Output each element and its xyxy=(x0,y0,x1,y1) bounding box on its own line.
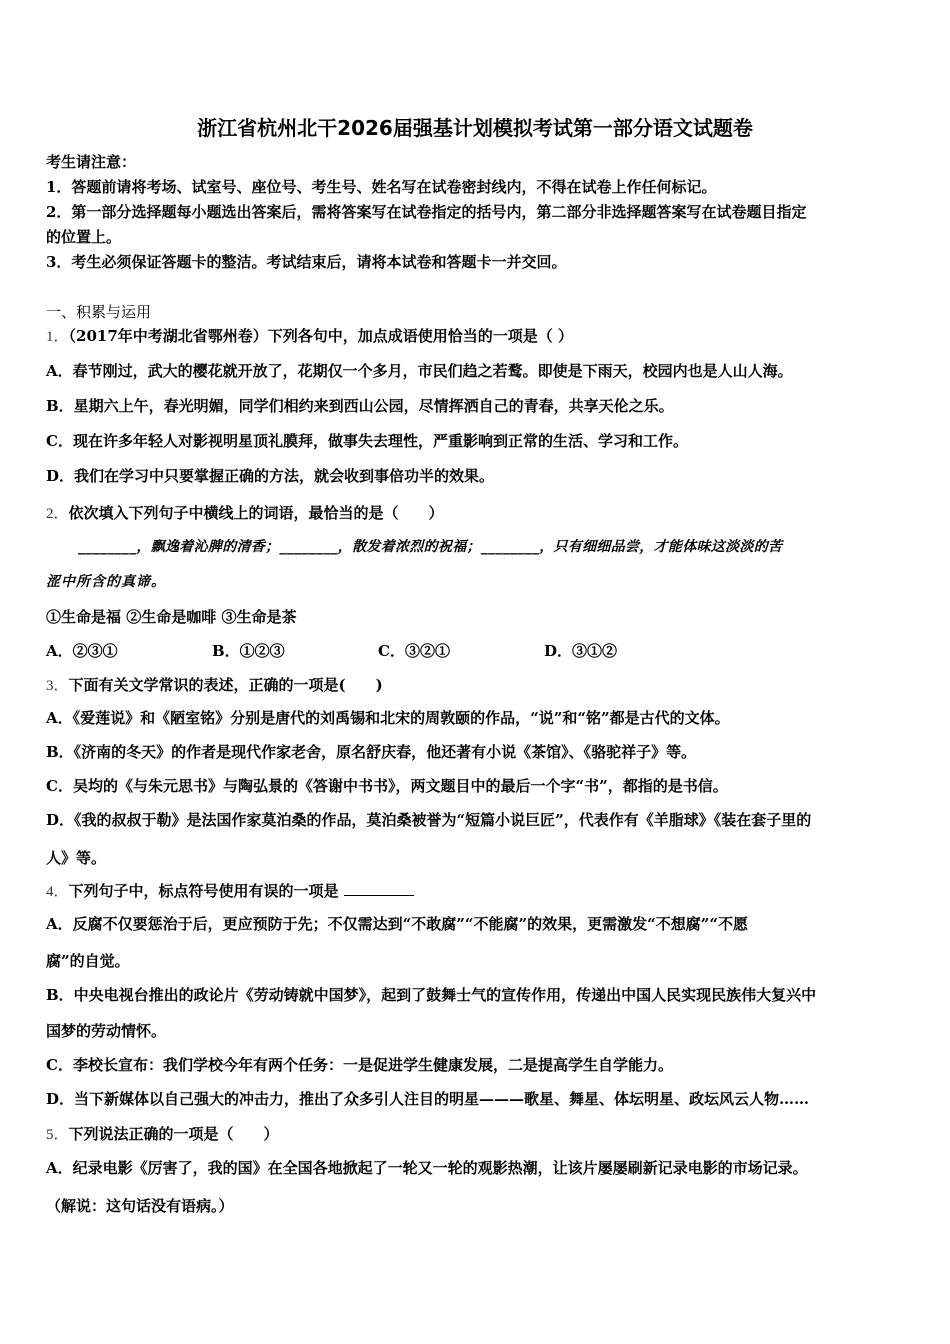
question-1 xyxy=(46,326,908,347)
question-2 xyxy=(46,503,908,524)
notice-item: 的位置上。 xyxy=(46,228,122,246)
q3-option-c: C．吴均的《与朱元思书》与陶弘景的《答谢中书书》，两文题目中的最后一个字“书”，都指的是书信。 xyxy=(46,777,728,795)
section-heading: 一、积累与运用 xyxy=(46,303,152,321)
q5-option-a: A．纪录电影《厉害了，我的国》在全国各地掀起了一轮又一轮的观影热潮，让该片屡屡刷新记录电影的市场记录。 xyxy=(46,1159,808,1177)
question-stem: 下列说法正确的一项是（ ） xyxy=(68,1125,279,1143)
q5-explanation: （解说：这句话没有语病。） xyxy=(46,1197,234,1215)
q4-option-b: B．中央电视台推出的政论片《劳动铸就中国梦》，起到了鼓舞士气的宣传作用，传递出中国人民实现民族伟大复兴中 xyxy=(46,986,817,1004)
question-number: 1． xyxy=(46,329,69,345)
question-number: 5． xyxy=(46,1127,69,1143)
notice-item: 1．答题前请将考场、试室号、座位号、考生号、姓名写在试卷密封线内，不得在试卷上作任何标记。 xyxy=(46,178,717,196)
q2-choices: ①生命是福 ②生命是咖啡 ③生命是茶 xyxy=(46,608,297,626)
q3-option-b: B．《济南的冬天》的作者是现代作家老舍，原名舒庆春，他还著有小说《茶馆》、《骆驼祥子》等。 xyxy=(46,743,697,761)
question-5 xyxy=(46,1124,908,1145)
question-number: 3． xyxy=(46,678,69,694)
q2-options xyxy=(46,641,908,661)
q1-option-d: D．我们在学习中只要掌握正确的方法，就会收到事倍功半的效果。 xyxy=(46,467,495,485)
q4-option-b-cont: 国梦的劳动情怀。 xyxy=(46,1022,167,1040)
q1-option-b: B．星期六上午，春光明媚，同学们相约来到西山公园，尽情挥洒自己的青春，共享天伦之乐。 xyxy=(46,397,674,415)
question-number: 2． xyxy=(46,506,69,522)
q3-option-d-cont: 人》等。 xyxy=(46,849,107,867)
q2-option-b: B．①②③ xyxy=(212,642,285,660)
answer-blank xyxy=(344,881,414,896)
notice-header: 考生请注意： xyxy=(46,153,137,171)
q4-option-c: C．李校长宣布：我们学校今年有两个任务：一是促进学生健康发展，二是提高学生自学能力。 xyxy=(46,1056,673,1074)
notice-item: 3．考生必须保证答题卡的整洁。考试结束后，请将本试卷和答题卡一并交回。 xyxy=(46,253,567,271)
q2-passage-line: 涩中所含的真谛。 xyxy=(46,574,166,590)
notice-item: 2．第一部分选择题每小题选出答案后，需将答案写在试卷指定的括号内，第二部分非选择题答案写在试卷题目指定 xyxy=(46,203,807,221)
q2-option-a: A．②③① xyxy=(46,642,118,660)
q4-option-a-cont: 腐”的自觉。 xyxy=(46,952,130,970)
q1-option-a: A．春节刚过，武大的樱花就开放了，花期仅一个多月，市民们趋之若鹜。即使是下雨天，校园内也是人山人海。 xyxy=(46,362,793,380)
question-3 xyxy=(46,675,908,696)
page-title: 浙江省杭州北干2026届强基计划模拟考试第一部分语文试题卷 xyxy=(197,116,753,140)
question-stem: 下面有关文学常识的表述，正确的一项是( ) xyxy=(68,676,383,694)
q4-option-a: A．反腐不仅要惩治于后，更应预防于先；不仅需达到“不敢腐”“不能腐”的效果，更需激发“不想腐”“不愿 xyxy=(46,915,749,933)
q4-option-d: D．当下新媒体以自己强大的冲击力，推出了众多引人注目的明星———歌星、舞星、体坛明星、政坛风云人物…… xyxy=(46,1090,810,1108)
question-4 xyxy=(46,881,908,902)
q1-option-c: C．现在许多年轻人对影视明星顶礼膜拜，做事失去理性，严重影响到正常的生活、学习和工作。 xyxy=(46,432,688,450)
q2-option-c: C．③②① xyxy=(378,642,450,660)
question-number: 4． xyxy=(46,884,69,900)
q2-passage-line: ________，飘逸着沁脾的清香；________，散发着浓烈的祝福；________，只有细细品尝，才能体味这淡淡的苦 xyxy=(78,539,783,555)
q2-option-d: D．③①② xyxy=(544,642,618,660)
question-stem: 下列句子中，标点符号使用有误的一项是 xyxy=(68,882,339,900)
q3-option-d: D．《我的叔叔于勒》是法国作家莫泊桑的作品，莫泊桑被誉为“短篇小说巨匠”，代表作有《羊脂球》《装在套子里的 xyxy=(46,811,812,829)
q3-option-a: A．《爱莲说》和《陋室铭》分别是唐代的刘禹锡和北宋的周敦颐的作品，“说”和“铭”都是古代的文体。 xyxy=(46,709,730,727)
question-stem: （2017年中考湖北省鄂州卷）下列各句中，加点成语使用恰当的一项是（ ） xyxy=(68,327,573,345)
question-stem: 依次填入下列句子中横线上的词语，最恰当的是（ ） xyxy=(68,504,444,522)
